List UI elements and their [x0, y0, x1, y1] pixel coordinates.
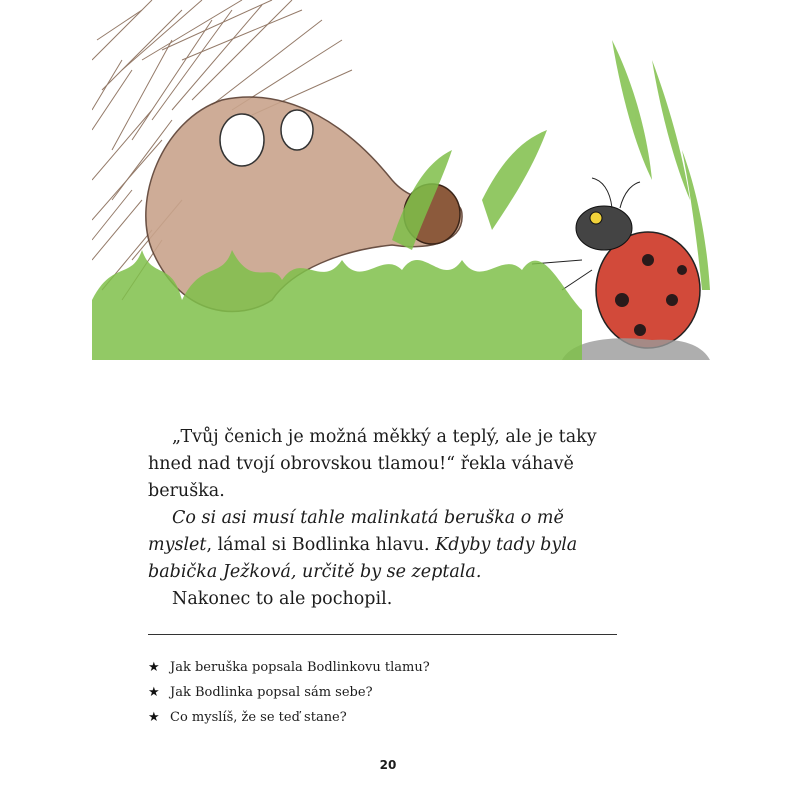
- question-text: Jak beruška popsala Bodlinkovu tlamu?: [170, 660, 430, 675]
- question-list: [148, 655, 618, 730]
- story-thought-2: Kdyby tady byla babička Ježková, určitě by se zeptala.: [148, 535, 578, 582]
- story-text: [148, 424, 618, 613]
- hedgehog-eye-right: [281, 110, 313, 150]
- star-icon: ★: [148, 660, 160, 675]
- story-paragraph-2: [148, 505, 618, 586]
- illustration-hedgehog-ladybug: [92, 0, 710, 372]
- story-paragraph-1: „Tvůj čenich je možná měkký a teplý, ale je taky hned nad tvojí obrovskou tlamou!“ řekla váhavě beruška.: [148, 427, 597, 501]
- story-thought-1: Co si asi musí tahle malinkatá beruška o mě myslet: [148, 508, 564, 555]
- question-item: [148, 680, 618, 705]
- star-icon: ★: [148, 710, 160, 725]
- question-item: [148, 705, 618, 730]
- question-text: Co myslíš, že se teď stane?: [170, 710, 347, 725]
- story-paragraph-3: Nakonec to ale pochopil.: [172, 589, 393, 609]
- page-number: 20: [379, 758, 397, 772]
- star-icon: ★: [148, 685, 160, 700]
- question-item: [148, 655, 618, 680]
- divider: [148, 634, 617, 635]
- hedgehog-eye-left: [220, 114, 264, 166]
- story-narration: , lámal si Bodlinka hlavu.: [206, 535, 436, 555]
- question-text: Jak Bodlinka popsal sám sebe?: [170, 685, 373, 700]
